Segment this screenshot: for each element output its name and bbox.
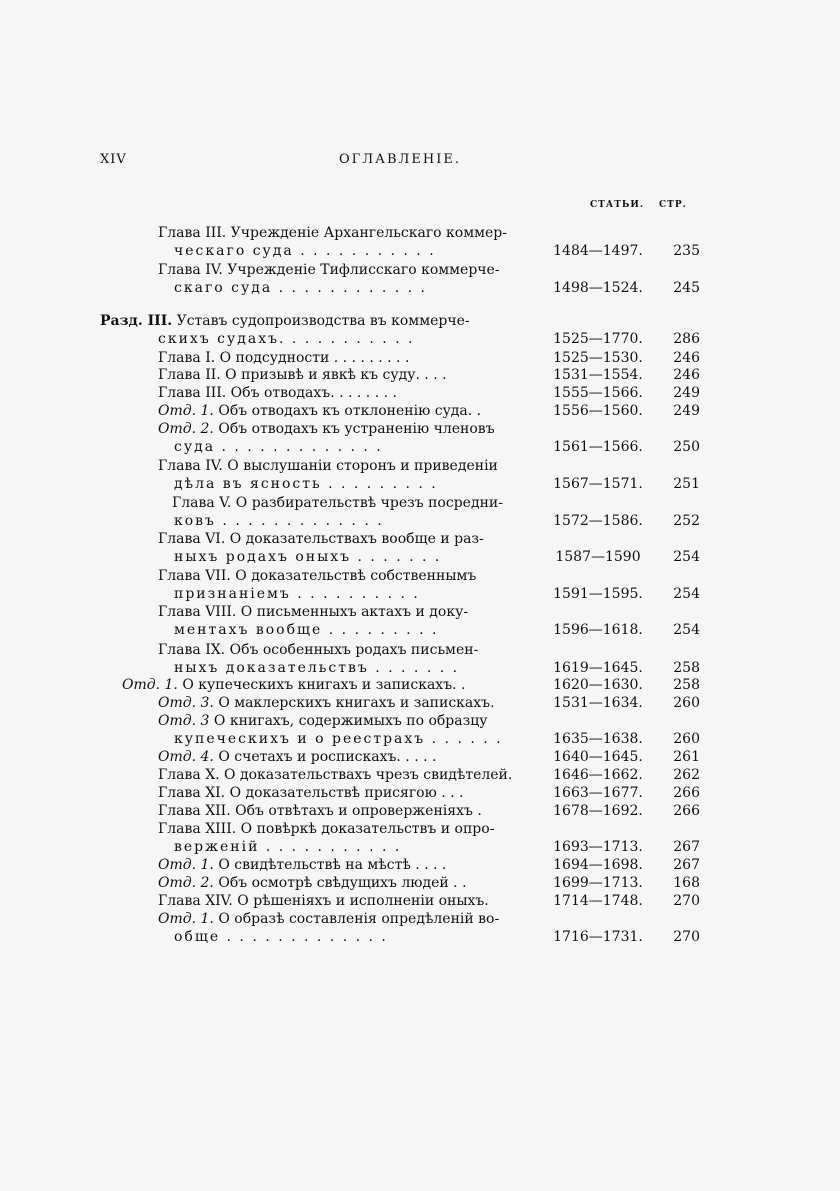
entry-title: Объ особенныхъ родахъ письмен-	[225, 642, 479, 658]
toc-entry	[100, 402, 700, 420]
chapter-label: Глава XII.	[158, 803, 231, 819]
chapter-label: Глава VII.	[158, 568, 231, 584]
article-range: 1591—1595.	[553, 586, 643, 602]
page-number: 261	[673, 749, 700, 765]
article-range: 1693—1713.	[553, 839, 643, 855]
page-number: 262	[673, 767, 700, 783]
entry-title-continuation: ковъ . . . . . . . . . . . . .	[174, 513, 384, 529]
chapter-label: Глава I.	[158, 350, 216, 366]
entry-title: Объ отводахъ къ отклоненію суда. .	[213, 403, 482, 419]
running-title: ОГЛАВЛЕНІЕ.	[339, 152, 461, 167]
page-number: 270	[673, 893, 700, 909]
entry-title: Объ отводахъ къ устраненію членовъ	[213, 421, 495, 437]
toc-entry	[100, 712, 700, 748]
page-number: 254	[673, 586, 700, 602]
article-range: 1555—1566.	[553, 385, 643, 401]
article-range: 1531—1554.	[553, 367, 643, 383]
chapter-label: Глава III.	[158, 385, 227, 401]
entry-title: О купеческихъ книгахъ и запискахъ. .	[177, 677, 466, 693]
toc-entry	[100, 603, 700, 639]
entry-title: О свидѣтельствѣ на мѣстѣ . . . .	[213, 857, 447, 873]
part-label: Разд. III.	[100, 313, 173, 329]
chapter-label: Глава IX.	[158, 642, 226, 658]
page-number: 249	[673, 403, 700, 419]
entry-title: Объ отвѣтахъ и опроверженіяхъ .	[230, 803, 482, 819]
entry-title: О книгахъ, содержимыхъ по образцу	[209, 713, 488, 729]
toc-entry	[100, 312, 700, 348]
chapter-label: Глава X.	[158, 767, 220, 783]
page-folio: XIV	[100, 152, 127, 167]
subdivision-label: Отд. 1.	[122, 677, 178, 693]
page-number: 249	[673, 385, 700, 401]
entry-title: О рѣшеніяхъ и исполненіи оныхъ.	[232, 893, 489, 909]
subdivision-label: Отд. 2.	[158, 875, 214, 891]
page-number: 246	[673, 350, 700, 366]
entry-title: О подсудности . . . . . . . . .	[215, 350, 410, 366]
entry-title-continuation: скаго суда . . . . . . . . . . . .	[174, 280, 428, 296]
entry-title: Уставъ судопроизводства въ коммерче-	[172, 313, 470, 329]
chapter-label: Глава XIV.	[158, 893, 233, 909]
chapter-label: Глава IV.	[158, 262, 223, 278]
toc-entry	[100, 766, 700, 784]
page-number: 267	[673, 857, 700, 873]
entry-title-continuation: купеческихъ и о реестрахъ . . . . . .	[174, 731, 503, 747]
page-number: 260	[673, 731, 700, 747]
article-range: 1716—1731.	[553, 929, 643, 945]
subdivision-label: Отд. 1.	[158, 911, 214, 927]
toc-entry	[100, 530, 700, 566]
page-number: 235	[673, 243, 700, 259]
toc-entry	[100, 366, 700, 384]
page-number: 258	[673, 660, 700, 676]
page-number: 266	[673, 803, 700, 819]
article-range: 1561—1566.	[553, 439, 643, 455]
toc-entry	[100, 748, 700, 766]
subdivision-label: Отд. 3	[158, 713, 210, 729]
entry-title-continuation: верженій . . . . . . . . . . .	[174, 839, 402, 855]
chapter-label: Глава XI.	[158, 785, 226, 801]
entry-title-continuation: ныхъ доказательствъ . . . . . . .	[174, 660, 460, 676]
article-range: 1619—1645.	[553, 660, 643, 676]
subdivision-label: Отд. 1.	[158, 857, 214, 873]
toc-entry	[100, 892, 700, 910]
entry-title: О доказательствѣ собственнымъ	[230, 568, 477, 584]
toc-entry	[100, 694, 700, 712]
page-number: 286	[673, 331, 700, 347]
toc-entry	[100, 457, 700, 493]
toc-entry	[100, 567, 700, 603]
toc-entry	[100, 910, 700, 946]
entry-title: О выслушаніи сторонъ и приведеніи	[222, 458, 498, 474]
toc-entry	[100, 820, 700, 856]
chapter-label: Глава V.	[172, 495, 232, 511]
article-range: 1525—1530.	[553, 350, 643, 366]
page-number: 260	[673, 695, 700, 711]
chapter-label: Глава IV.	[158, 458, 223, 474]
entry-title: О доказательствахъ вообще и раз-	[225, 531, 484, 547]
toc-entry	[100, 641, 700, 677]
entry-title: Учрежденіе Архангельскаго коммер-	[226, 225, 507, 241]
article-range: 1694—1698.	[553, 857, 643, 873]
entry-title-continuation: ческаго суда . . . . . . . . . . .	[174, 243, 436, 259]
page-number: 266	[673, 785, 700, 801]
article-range: 1556—1560.	[553, 403, 643, 419]
subdivision-label: Отд. 3.	[158, 695, 214, 711]
toc-entry	[100, 802, 700, 820]
article-range: 1596—1618.	[553, 622, 643, 638]
column-headers	[540, 200, 700, 214]
entry-title-continuation: ментахъ вообще . . . . . . . . .	[174, 622, 439, 638]
article-range: 1620—1630.	[553, 677, 643, 693]
entry-title-continuation: признаніемъ . . . . . . . . . .	[174, 586, 420, 602]
article-range: 1714—1748.	[553, 893, 643, 909]
entry-title-continuation: суда . . . . . . . . . . . . .	[174, 439, 383, 455]
page-number: 254	[673, 622, 700, 638]
entry-title: О образѣ составленія опредѣленій во-	[213, 911, 500, 927]
article-range: 1646—1662.	[553, 767, 643, 783]
page-number: 252	[673, 513, 700, 529]
entry-title-continuation: скихъ судахъ. . . . . . . . . . .	[158, 331, 415, 347]
article-range: 1531—1634.	[553, 695, 643, 711]
chapter-label: Глава VIII.	[158, 604, 237, 620]
entry-title: О письменныхъ актахъ и доку-	[236, 604, 469, 620]
chapter-label: Глава XIII.	[158, 821, 237, 837]
entry-title: О маклерскихъ книгахъ и запискахъ.	[213, 695, 495, 711]
page-number: 246	[673, 367, 700, 383]
pages-column-header: СТР.	[659, 200, 687, 210]
page-number: 258	[673, 677, 700, 693]
entry-title: О призывѣ и явкѣ къ суду. . . .	[220, 367, 447, 383]
article-range: 1663—1677.	[553, 785, 643, 801]
toc-entry	[100, 784, 700, 802]
chapter-label: Глава III.	[158, 225, 227, 241]
article-range: 1678—1692.	[553, 803, 643, 819]
article-range: 1640—1645.	[553, 749, 643, 765]
entry-title: Учрежденіе Тифлисскаго коммерче-	[222, 262, 500, 278]
toc-entry	[100, 494, 700, 530]
article-range: 1484—1497.	[553, 243, 643, 259]
page-number: 267	[673, 839, 700, 855]
toc-entry	[100, 856, 700, 874]
article-range: 1572—1586.	[553, 513, 643, 529]
toc-entry	[100, 384, 700, 402]
subdivision-label: Отд. 4.	[158, 749, 214, 765]
page-number: 270	[673, 929, 700, 945]
article-range: 1525—1770.	[553, 331, 643, 347]
article-range: 1699—1713.	[553, 875, 643, 891]
chapter-label: Глава VI.	[158, 531, 226, 547]
articles-column-header: СТАТЬИ.	[590, 200, 644, 210]
entry-title: О доказательствѣ присягою . . .	[225, 785, 464, 801]
toc-entry	[100, 261, 700, 297]
chapter-label: Глава II.	[158, 367, 221, 383]
entry-title: Объ осмотрѣ свѣдущихъ людей . .	[213, 875, 467, 891]
toc-entry	[100, 420, 700, 456]
page-number: 250	[673, 439, 700, 455]
entry-title-continuation: ныхъ родахъ оныхъ . . . . . . .	[174, 549, 442, 565]
subdivision-label: Отд. 1.	[158, 403, 214, 419]
entry-title-continuation: дѣла въ ясность . . . . . . . . .	[174, 476, 438, 492]
entry-title: О разбирательствѣ чрезъ посредни-	[231, 495, 503, 511]
article-range: 1587—1590	[555, 549, 641, 565]
entry-title: Объ отводахъ. . . . . . . .	[226, 385, 397, 401]
entry-title: О повѣркѣ доказательствъ и опро-	[236, 821, 495, 837]
entry-title-continuation: обще . . . . . . . . . . . . .	[174, 929, 388, 945]
page-number: 168	[673, 875, 700, 891]
subdivision-label: Отд. 2.	[158, 421, 214, 437]
toc-entry	[100, 874, 700, 892]
page-number: 254	[673, 549, 700, 565]
entry-title: О счетахъ и роспискахъ. . . . .	[213, 749, 437, 765]
running-head	[100, 152, 700, 172]
toc-entry	[100, 224, 700, 260]
entry-title: О доказательствахъ чрезъ свидѣтелей.	[219, 767, 513, 783]
toc-entry	[100, 349, 700, 367]
article-range: 1567—1571.	[553, 476, 643, 492]
article-range: 1635—1638.	[553, 731, 643, 747]
page-number: 245	[673, 280, 700, 296]
page-number: 251	[673, 476, 700, 492]
toc-entry	[100, 676, 700, 694]
article-range: 1498—1524.	[553, 280, 643, 296]
